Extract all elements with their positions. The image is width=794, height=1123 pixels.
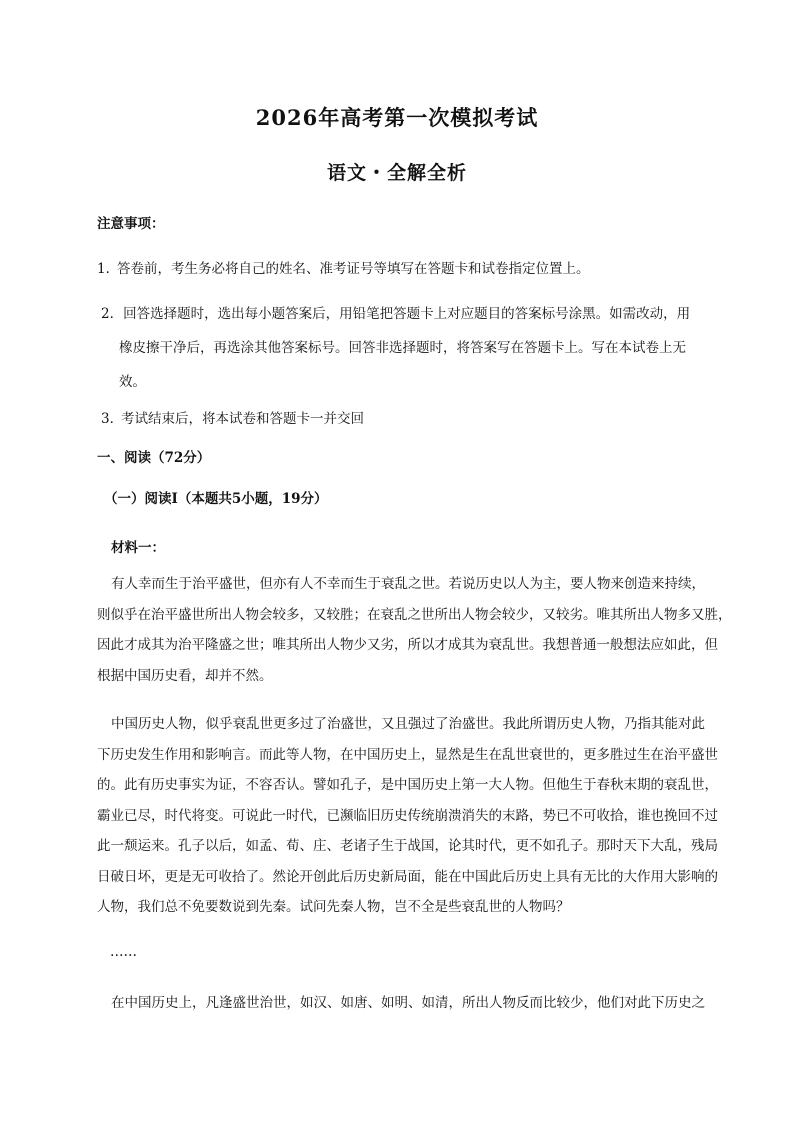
paragraph-line: 霸业已尽，时代将变。可说此一时代，已濒临旧历史传统崩溃消失的末路，势已不可收拾，谁也挽回不过 [97, 807, 718, 824]
notice-item-number: 2． [101, 306, 124, 322]
section-heading: 一、阅读（72分） [97, 450, 211, 466]
paragraph-line: 此一颓运来。孔子以后，如孟、荀、庄、老诸子生于战国，论其时代，更不如孔子。那时天下大乱，残局 [97, 838, 718, 854]
paragraph-line: 有人幸而生于治平盛世，但亦有人不幸而生于衰乱之世。若说历史以人为主，要人物来创造来持续， [111, 576, 705, 592]
paragraph-line: 根据中国历史看，却并不然。 [97, 667, 273, 684]
paragraph-3 [97, 988, 737, 1019]
notice-item-text-line: 回答选择题时，选出每小题答案后，用铅笔把答题卡上对应题目的答案标号涂黑。如需改动，用 [123, 306, 691, 322]
notice-heading: 注意事项： [97, 216, 165, 232]
notice-item-number: 1． [97, 261, 120, 277]
notice-item-1 [97, 257, 590, 277]
notice-item-text: 考试结束后，将本试卷和答题卡一并交回 [121, 411, 364, 427]
page-subtitle: 语文・全解全析 [326, 162, 467, 184]
notice-item-3 [101, 407, 364, 427]
paragraph-1 [97, 569, 737, 691]
paragraph-line: 在中国历史上，凡逢盛世治世，如汉、如唐、如明、如清，所出人物反而比较少，他们对此下历史之 [111, 995, 705, 1011]
paragraph-2 [97, 709, 737, 923]
notice-item-text: 答卷前，考生务必将自己的姓名、准考证号等填写在答题卡和试卷指定位置上。 [117, 261, 590, 277]
notice-item-number: 3． [101, 411, 124, 427]
subsection-heading: （一）阅读Ⅰ（本题共5小题，19分） [104, 491, 328, 507]
paragraph-line: 因此才成其为治平隆盛之世；唯其所出人物少又劣，所以才成其为衰乱世。我想普通一般想法应如此，但 [97, 637, 718, 653]
paragraph-line: 日破日坏，更是无可收拾了。然论开创此后历史新局面，能在中国此后历史上具有无比的大作用大影响的 [97, 868, 718, 885]
paragraph-line: 的。此有历史事实为证，不容否认。譬如孔子，是中国历史上第一大人物。但他生于春秋末期的衰乱世， [97, 777, 718, 793]
notice-item-2 [101, 297, 741, 399]
paragraph-line: 下历史发生作用和影响言。而此等人物，在中国历史上，显然是生在乱世衰世的，更多胜过生在治平盛世 [97, 746, 718, 763]
paragraph-line: 人物，我们总不免要数说到先秦。试问先秦人物，岂不全是些衰乱世的人物吗？ [97, 899, 570, 915]
ellipsis: …… [110, 944, 137, 960]
paragraph-line: 则似乎在治平盛世所出人物会较多，又较胜；在衰乱之世所出人物会较少，又较劣。唯其所出人物多又胜， [97, 606, 732, 623]
page-title: 2026年高考第一次模拟考试 [255, 105, 539, 130]
paragraph-line: 中国历史人物，似乎衰乱世更多过了治盛世，又且强过了治盛世。我此所谓历史人物，乃指其能对此 [111, 716, 705, 732]
notice-item-text-line: 效。 [119, 374, 146, 390]
material-label: 材料一： [111, 540, 165, 556]
notice-item-text-line: 橡皮擦干净后，再选涂其他答案标号。回答非选择题时，将答案写在答题卡上。写在本试卷上无 [119, 340, 686, 356]
